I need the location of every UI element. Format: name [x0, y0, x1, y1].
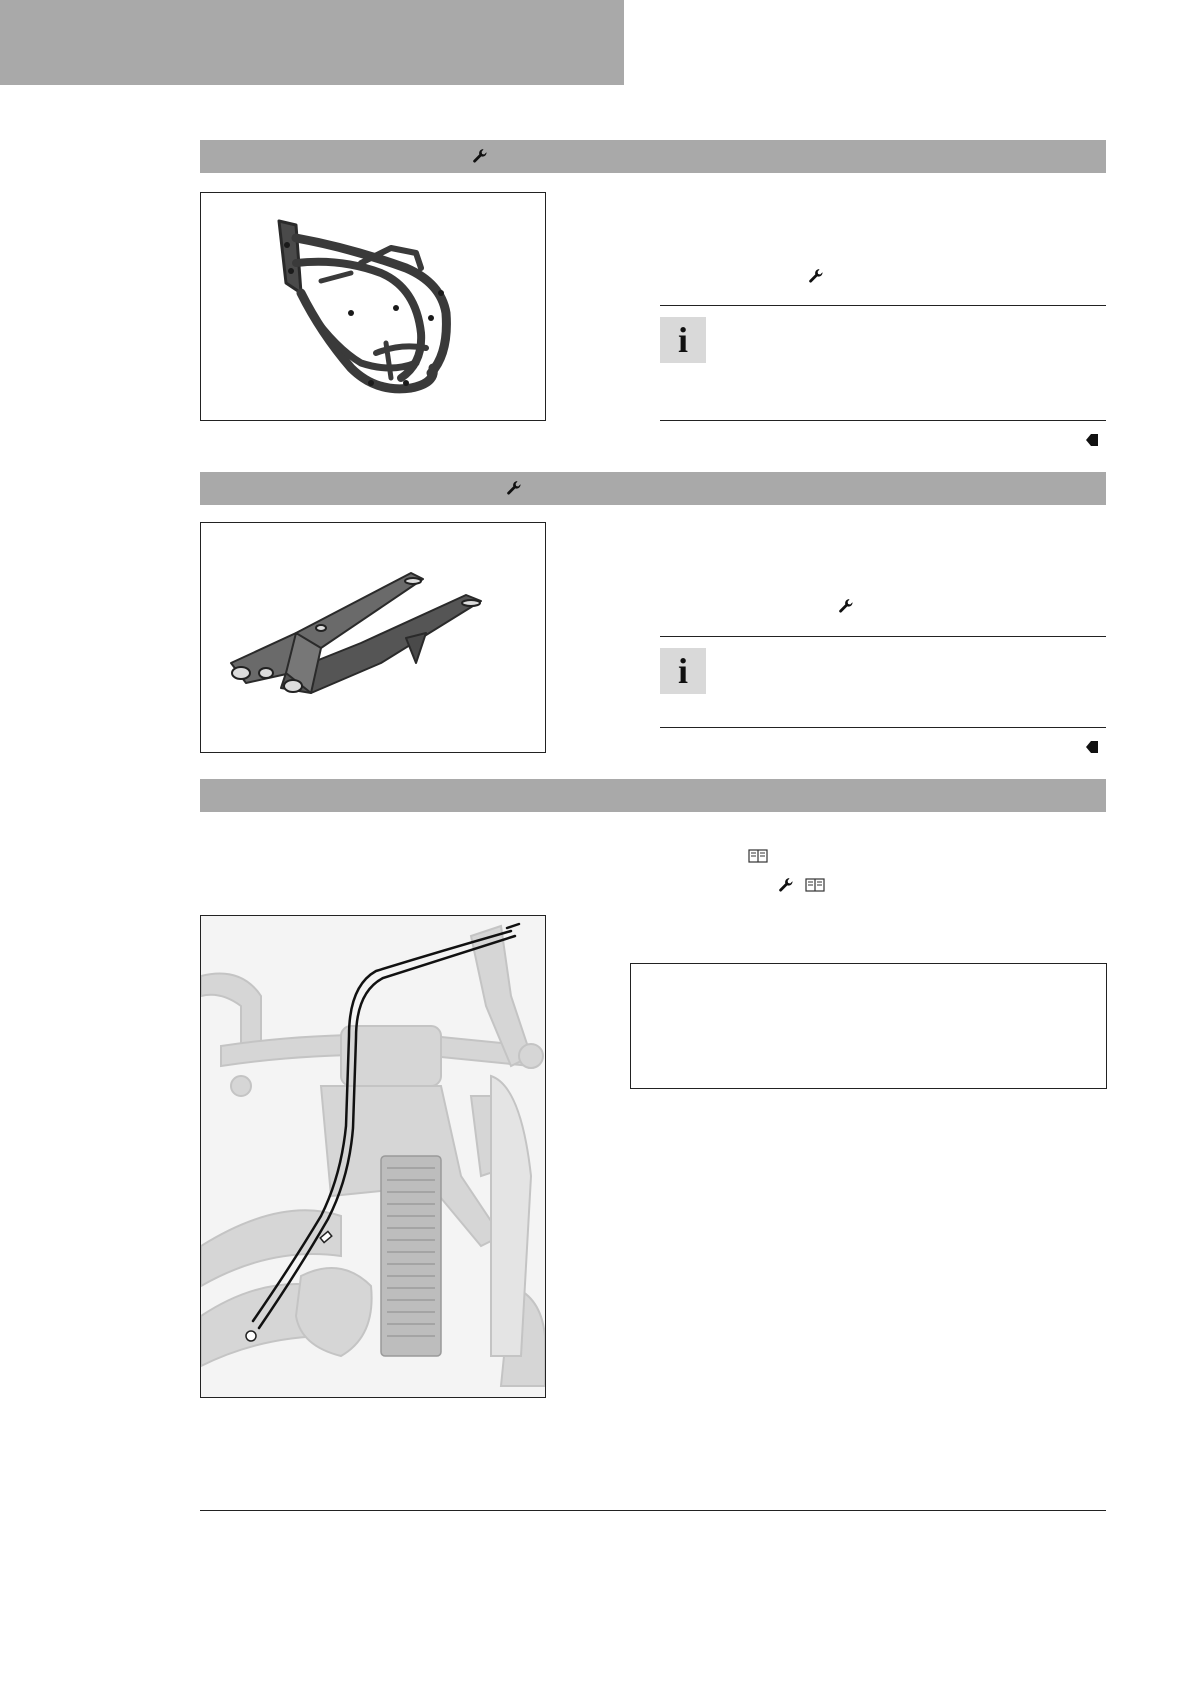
- manual-reference-icon: [748, 848, 768, 864]
- end-of-section-icon: [1086, 434, 1098, 446]
- info-divider-top: [660, 305, 1106, 306]
- end-of-section-icon: [1086, 741, 1098, 753]
- manual-reference-icon: [805, 877, 825, 893]
- info-divider-top: [660, 636, 1106, 637]
- info-icon: i: [660, 317, 706, 363]
- note-box: [630, 963, 1107, 1089]
- swingarm-illustration: [201, 523, 545, 752]
- section-bar-swingarm: [200, 472, 1106, 505]
- throttle-cable-figure: [200, 915, 546, 1398]
- section-bar-frame: [200, 140, 1106, 173]
- wrench-icon: [472, 148, 488, 164]
- info-divider-bottom: [660, 727, 1106, 728]
- header-band: [0, 0, 624, 85]
- swingarm-figure: [200, 522, 546, 753]
- wrench-icon: [838, 598, 854, 614]
- wrench-icon: [506, 480, 522, 496]
- section-bar-throttle-cable: [200, 779, 1106, 812]
- frame-illustration: [201, 193, 545, 420]
- info-icon: i: [660, 648, 706, 694]
- wrench-icon: [808, 268, 824, 284]
- info-divider-bottom: [660, 420, 1106, 421]
- footer-divider: [200, 1510, 1106, 1511]
- wrench-icon: [778, 877, 794, 893]
- frame-figure: [200, 192, 546, 421]
- throttle-cable-routing-photo: [201, 916, 545, 1397]
